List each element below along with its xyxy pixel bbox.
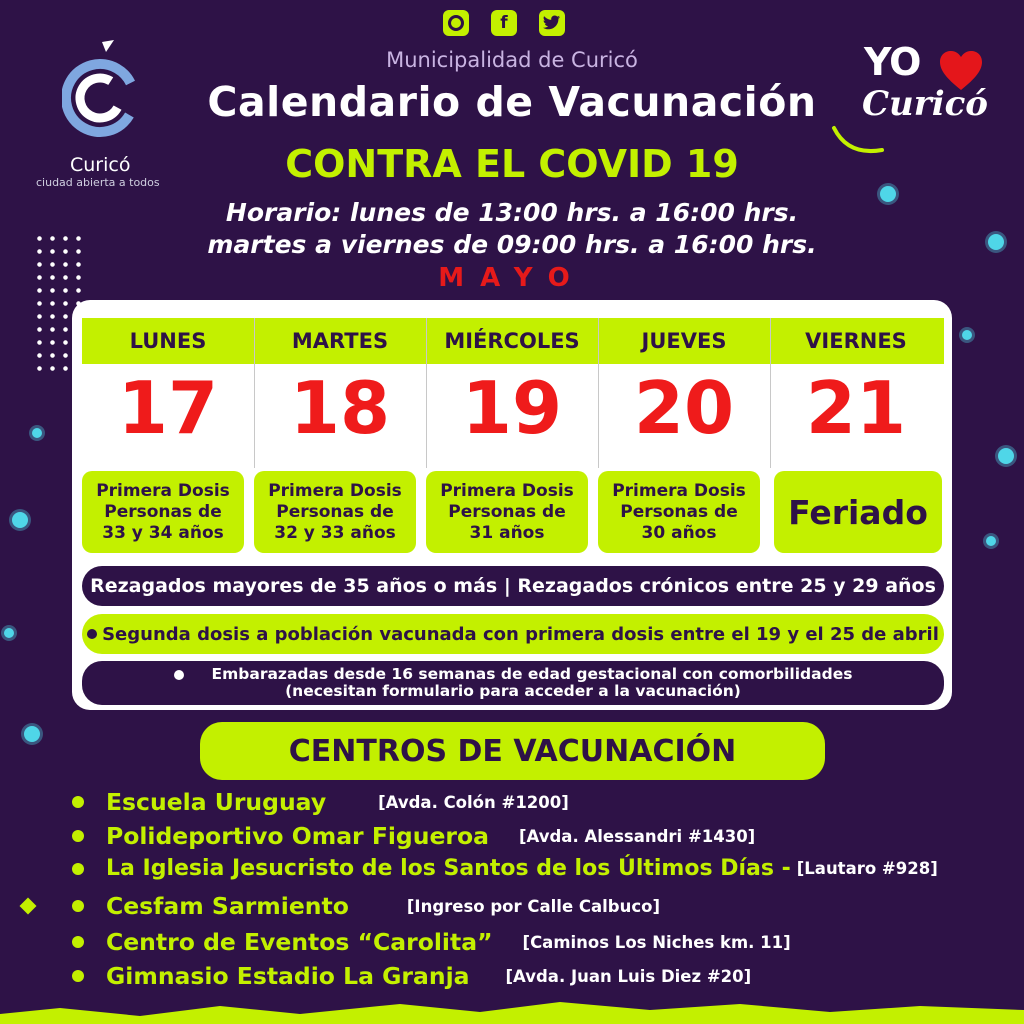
bullet-icon xyxy=(72,936,84,948)
holiday-label: Feriado xyxy=(788,492,928,532)
centro-name: Gimnasio Estadio La Granja xyxy=(106,962,470,990)
logo-city: Curicó xyxy=(70,154,131,176)
centro-item xyxy=(72,822,755,850)
yo-text: YO xyxy=(864,40,921,84)
dose-line: Personas de xyxy=(276,501,394,522)
centro-name: Centro de Eventos “Carolita” xyxy=(106,928,493,956)
embarazadas-row xyxy=(174,666,853,683)
centro-address: [Avda. Alessandri #1430] xyxy=(519,826,756,846)
embarazadas-note: (necesitan formulario para acceder a la vacunación) xyxy=(285,682,741,700)
virus-icon xyxy=(986,536,996,546)
virus-icon xyxy=(4,628,14,638)
centro-address: [Avda. Colón #1200] xyxy=(378,792,569,812)
rezagados-text: Rezagados mayores de 35 años o más | Rezagados crónicos entre 25 y 29 años xyxy=(90,575,936,597)
dose-line: Primera Dosis xyxy=(96,480,230,501)
dose-line: 32 y 33 años xyxy=(274,522,396,543)
dose-line: Primera Dosis xyxy=(268,480,402,501)
virus-icon xyxy=(880,186,896,202)
facebook-icon[interactable]: f xyxy=(491,10,517,36)
day-number: 20 xyxy=(633,366,735,450)
centro-address: [Caminos Los Niches km. 11] xyxy=(522,932,791,952)
bullet-icon xyxy=(72,863,84,875)
weekday-label: LUNES xyxy=(129,329,207,353)
segunda-dosis-band xyxy=(82,614,944,654)
municipality-name: Municipalidad de Curicó xyxy=(386,48,638,72)
weekday-header xyxy=(82,318,944,364)
dose-line: Personas de xyxy=(448,501,566,522)
weekday-label: MIÉRCOLES xyxy=(444,329,580,353)
subtitle: CONTRA EL COVID 19 xyxy=(285,142,739,186)
instagram-icon[interactable] xyxy=(443,10,469,36)
schedule-line-1: Horario: lunes de 13:00 hrs. a 16:00 hrs. xyxy=(225,198,799,227)
centro-address: [Avda. Juan Luis Diez #20] xyxy=(505,966,752,986)
bullet-icon xyxy=(72,796,84,808)
virus-icon xyxy=(998,448,1014,464)
bullet-icon xyxy=(72,900,84,912)
dose-box xyxy=(254,471,416,553)
page-title: Calendario de Vacunación xyxy=(207,78,817,126)
weekday-label: MARTES xyxy=(291,329,389,353)
embarazadas-text: Embarazadas desde 16 semanas de edad gestacional con comorbilidades xyxy=(211,665,853,683)
centro-address: [Ingreso por Calle Calbuco] xyxy=(406,896,660,916)
centro-item xyxy=(72,928,791,956)
bullet-icon xyxy=(72,830,84,842)
segunda-dosis-text: Segunda dosis a población vacunada con primera dosis entre el 19 y el 25 de abril xyxy=(102,623,939,645)
holiday-box xyxy=(774,471,942,553)
centros-title: CENTROS DE VACUNACIÓN xyxy=(200,722,825,780)
virus-icon xyxy=(24,726,40,742)
virus-icon xyxy=(962,330,972,340)
centro-item xyxy=(72,962,751,990)
virus-icon xyxy=(32,428,42,438)
centro-name: La Iglesia Jesucristo de los Santos de los Últimos Días - xyxy=(106,856,791,881)
centro-name: Escuela Uruguay xyxy=(106,788,327,816)
month-label: MAYO xyxy=(438,263,586,293)
dose-line: 30 años xyxy=(641,522,717,543)
centro-item xyxy=(72,788,569,816)
social-icons xyxy=(443,10,565,36)
dose-line: Personas de xyxy=(104,501,222,522)
bullet-icon xyxy=(87,629,97,639)
day-number: 17 xyxy=(117,366,219,450)
logo-tagline: ciudad abierta a todos xyxy=(36,176,160,189)
dose-box xyxy=(598,471,760,553)
centro-name: Polideportivo Omar Figueroa xyxy=(106,822,490,850)
twitter-icon[interactable] xyxy=(539,10,565,36)
weekday-label: VIERNES xyxy=(805,329,907,353)
dose-box xyxy=(82,471,244,553)
centro-item xyxy=(72,892,660,920)
embarazadas-band xyxy=(82,661,944,705)
brush-stroke-decoration xyxy=(0,996,1024,1024)
dose-line: Primera Dosis xyxy=(612,480,746,501)
dose-line: Primera Dosis xyxy=(440,480,574,501)
centro-item xyxy=(72,856,938,881)
dose-line: 31 años xyxy=(469,522,545,543)
dose-line: Personas de xyxy=(620,501,738,522)
bullet-icon xyxy=(72,970,84,982)
diamond-decoration xyxy=(20,898,37,915)
dose-box xyxy=(426,471,588,553)
centro-address: [Lautaro #928] xyxy=(796,859,938,878)
brand-city: Curicó xyxy=(862,84,988,124)
centro-name: Cesfam Sarmiento xyxy=(106,892,349,920)
weekday-label: JUEVES xyxy=(641,329,727,353)
day-number: 18 xyxy=(289,366,391,450)
rezagados-band xyxy=(82,566,944,606)
day-number: 19 xyxy=(461,366,563,450)
day-number: 21 xyxy=(805,366,907,450)
virus-icon xyxy=(12,512,28,528)
bullet-icon xyxy=(174,670,184,680)
schedule-line-2: martes a viernes de 09:00 hrs. a 16:00 hrs. xyxy=(207,230,817,259)
virus-icon xyxy=(988,234,1004,250)
dose-line: 33 y 34 años xyxy=(102,522,224,543)
